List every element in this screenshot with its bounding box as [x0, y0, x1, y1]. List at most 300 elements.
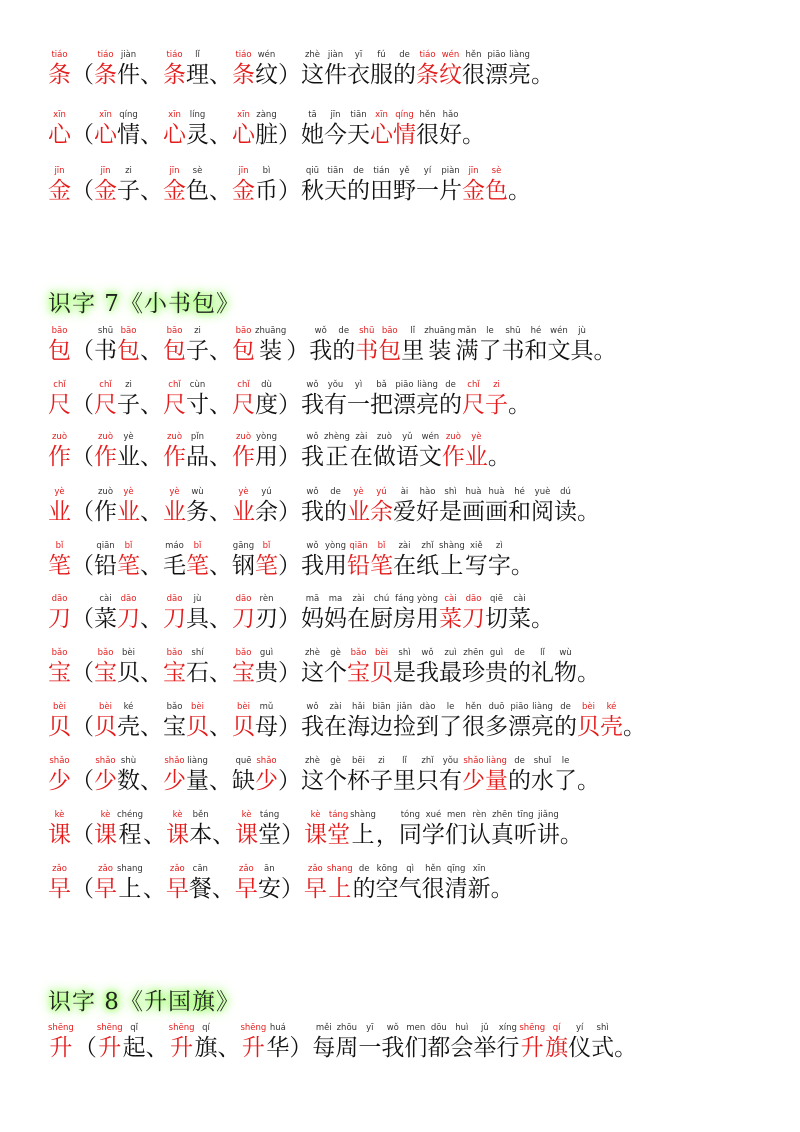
pinyin: shǎo: [164, 756, 185, 766]
hanzi: 灵: [186, 122, 209, 148]
pinyin: zài: [352, 594, 365, 604]
character: [194, 1023, 217, 1062]
hanzi: 认: [467, 822, 491, 848]
character: [547, 326, 570, 365]
highlighted-character: [48, 648, 71, 687]
hanzi: 业: [232, 499, 255, 525]
hanzi: 笔: [186, 553, 209, 579]
highlighted-character: [163, 648, 186, 687]
pinyin: xīn: [99, 110, 112, 120]
pinyin: yè: [353, 487, 364, 497]
pinyin: lǐ: [540, 648, 545, 658]
pinyin: shēng: [48, 1023, 74, 1033]
hanzi: 亮: [508, 62, 531, 88]
highlighted-character: [48, 756, 71, 795]
character: [496, 1023, 519, 1062]
pinyin: yòng: [324, 541, 346, 551]
pinyin: jù: [193, 594, 202, 604]
pinyin: xíng: [498, 1023, 517, 1033]
highlighted-character: [94, 756, 117, 795]
pinyin: líng: [189, 110, 206, 120]
hanzi: 贝: [186, 714, 209, 740]
hanzi: 少: [94, 768, 117, 794]
hanzi: 满: [455, 338, 479, 364]
hanzi: 天: [347, 122, 370, 148]
pinyin: bǐ: [262, 541, 271, 551]
hanzi: 厨: [370, 606, 393, 632]
hanzi: （: [73, 1035, 97, 1061]
hanzi: 在: [347, 606, 370, 632]
hanzi: 金: [48, 178, 71, 204]
pinyin: mā: [305, 594, 320, 604]
hanzi: 作: [163, 444, 186, 470]
vocab-row: [48, 1023, 637, 1062]
hanzi: （: [71, 714, 94, 740]
vocab-row: [48, 541, 534, 580]
hanzi: 金: [163, 178, 186, 204]
hanzi: 在: [324, 714, 347, 740]
hanzi: 。: [531, 606, 554, 632]
hanzi: 一: [416, 178, 439, 204]
character: [286, 326, 309, 365]
pinyin: tóng: [400, 810, 421, 820]
hanzi: ）: [289, 1035, 313, 1061]
character: [255, 648, 278, 687]
character: [255, 702, 278, 741]
pinyin: fáng: [395, 594, 414, 604]
hanzi: ）: [278, 178, 301, 204]
hanzi: 母: [255, 714, 278, 740]
character: [71, 487, 94, 526]
hanzi: 。: [462, 122, 485, 148]
pinyin: tiáo: [97, 50, 114, 60]
hanzi: 礼: [531, 660, 554, 686]
hanzi: 刃: [255, 606, 278, 632]
pinyin: sè: [192, 166, 203, 176]
hanzi: 刀: [117, 606, 140, 632]
hanzi: 宝: [163, 714, 186, 740]
highlighted-character: [163, 432, 186, 471]
pinyin: yǒu: [327, 380, 344, 390]
highlighted-character: [94, 166, 117, 205]
character: [531, 648, 554, 687]
pinyin: bāo: [51, 326, 68, 336]
pinyin: jiǎng: [538, 810, 559, 820]
hanzi: 了: [478, 338, 502, 364]
pinyin: shǎo: [95, 756, 116, 766]
pinyin: jiàn: [120, 50, 137, 60]
highlighted-character: [232, 326, 255, 365]
hanzi: （: [71, 553, 94, 579]
pinyin: shí: [191, 648, 204, 658]
character: [209, 326, 232, 365]
character: [255, 594, 278, 633]
hanzi: 上: [118, 876, 142, 902]
character: [450, 1023, 473, 1062]
pinyin: piàn: [441, 166, 460, 176]
pinyin: zi: [194, 326, 201, 336]
hanzi: 行: [496, 1035, 520, 1061]
vocab-row: [48, 756, 600, 795]
pinyin: liàng: [486, 756, 507, 766]
character: [560, 810, 583, 849]
hanzi: 书: [94, 338, 117, 364]
hanzi: 在: [393, 553, 416, 579]
vocab-row: [48, 110, 485, 149]
pinyin: zuò: [97, 432, 114, 442]
character: [94, 326, 117, 365]
pinyin: cùn: [189, 380, 206, 390]
character: [514, 810, 537, 849]
highlighted-character: [169, 1023, 195, 1062]
character: [255, 487, 278, 526]
hanzi: 我: [309, 338, 333, 364]
character: [140, 326, 163, 365]
hanzi: 钢: [232, 553, 255, 579]
hanzi: 一: [358, 1035, 382, 1061]
pinyin: qí: [202, 1023, 210, 1033]
character: [468, 864, 491, 903]
hanzi: 尺: [94, 392, 117, 418]
highlighted-character: [485, 756, 508, 795]
character: [554, 648, 577, 687]
hanzi: 菜: [439, 606, 462, 632]
character: [462, 110, 485, 149]
character: [468, 810, 491, 849]
character: [143, 864, 166, 903]
hanzi: 写: [464, 553, 488, 579]
hanzi: 宝: [163, 660, 186, 686]
hanzi: 很: [416, 122, 439, 148]
hanzi: （: [71, 822, 94, 848]
pinyin: bāo: [120, 326, 137, 336]
hanzi: 片: [439, 178, 462, 204]
hanzi: 装: [259, 338, 283, 364]
pinyin: xué: [425, 810, 442, 820]
hanzi: 、: [140, 714, 163, 740]
character: [531, 50, 554, 89]
character: [439, 756, 462, 795]
pinyin: zǎo: [238, 864, 254, 874]
pinyin: zǎo: [169, 864, 185, 874]
highlighted-character: [370, 110, 393, 149]
pinyin: dú: [560, 487, 571, 497]
hanzi: 贝: [370, 660, 393, 686]
pinyin: wǒ: [306, 541, 319, 551]
character: [396, 432, 419, 471]
character: [278, 648, 301, 687]
character: [71, 50, 94, 89]
pinyin: mǔ: [259, 702, 274, 712]
hanzi: 我: [381, 1035, 405, 1061]
hanzi: 业: [117, 499, 140, 525]
character: [186, 487, 209, 526]
highlighted-character: [370, 487, 393, 526]
hanzi: （: [71, 606, 94, 632]
hanzi: 和: [508, 499, 531, 525]
pinyin: ān: [264, 864, 275, 874]
pinyin: wén: [257, 50, 276, 60]
character: [485, 648, 508, 687]
pinyin: jiǎn: [396, 702, 413, 712]
character: [301, 541, 324, 580]
highlighted-character: [485, 166, 508, 205]
hanzi: 贵: [485, 660, 508, 686]
character: [255, 380, 278, 419]
pinyin: shì: [596, 1023, 609, 1033]
hanzi: 。: [510, 553, 534, 579]
pinyin: yì: [354, 380, 363, 390]
hanzi: ）: [278, 553, 301, 579]
character: [508, 487, 531, 526]
highlighted-character: [545, 1023, 568, 1062]
hanzi: 心: [370, 122, 393, 148]
pinyin: jīn: [54, 166, 65, 176]
hanzi: 妈: [324, 606, 347, 632]
character: [508, 380, 531, 419]
highlighted-character: [94, 110, 117, 149]
character: [186, 432, 209, 471]
character: [416, 756, 439, 795]
pinyin: běn: [192, 810, 209, 820]
hanzi: ）: [278, 606, 301, 632]
pinyin: qí: [552, 1023, 561, 1033]
character: [465, 541, 488, 580]
hanzi: 妈: [301, 606, 324, 632]
hanzi: 子: [370, 768, 393, 794]
pinyin: chǐ: [237, 380, 250, 390]
character: [278, 541, 301, 580]
hanzi: （: [71, 392, 94, 418]
highlighted-character: [462, 756, 485, 795]
hanzi: 这: [301, 768, 324, 794]
hanzi: 包: [378, 338, 402, 364]
hanzi: 。: [577, 660, 600, 686]
hanzi: 件: [117, 62, 140, 88]
highlighted-character: [519, 1023, 545, 1062]
pinyin: zhǐ: [421, 756, 434, 766]
highlighted-character: [94, 648, 117, 687]
character: [289, 1023, 312, 1062]
character: [488, 432, 511, 471]
highlighted-character: [232, 594, 255, 633]
character: [278, 756, 301, 795]
hanzi: 课: [304, 822, 328, 848]
pinyin: hǎo: [442, 110, 459, 120]
character: [324, 110, 347, 149]
hanzi: 边: [370, 714, 393, 740]
character: [485, 702, 508, 741]
hanzi: 业: [347, 499, 370, 525]
pinyin: zàng: [256, 110, 277, 120]
pinyin: yī: [354, 50, 363, 60]
highlighted-character: [48, 166, 71, 205]
hanzi: 旗: [545, 1035, 569, 1061]
character: [439, 702, 462, 741]
highlighted-character: [232, 487, 255, 526]
character: [258, 864, 281, 903]
hanzi: 刀: [48, 606, 71, 632]
pinyin: bǐ: [193, 541, 202, 551]
character: [209, 166, 232, 205]
hanzi: 具: [570, 338, 594, 364]
pinyin: xīn: [472, 864, 486, 874]
hanzi: 的: [439, 392, 462, 418]
pinyin: hào: [419, 487, 436, 497]
pinyin: shǎo: [256, 756, 277, 766]
hanzi: 宝: [48, 660, 71, 686]
hanzi: 最: [439, 660, 462, 686]
highlighted-character: [48, 432, 71, 471]
highlighted-character: [393, 110, 416, 149]
hanzi: 阅: [531, 499, 554, 525]
hanzi: 升: [170, 1035, 194, 1061]
pinyin: yuè: [534, 487, 551, 497]
hanzi: 、: [140, 606, 163, 632]
hanzi: 条: [232, 62, 255, 88]
vocab-row: [48, 487, 600, 526]
character: [301, 50, 324, 89]
character: [488, 541, 511, 580]
pinyin: bǎo: [97, 648, 114, 658]
hanzi: 和: [524, 338, 548, 364]
hanzi: 堂: [258, 822, 282, 848]
pinyin: xīn: [168, 110, 181, 120]
pinyin: zi: [493, 380, 500, 390]
hanzi: 同: [398, 822, 422, 848]
section-heading: 识字 8《升国旗》: [48, 989, 240, 1015]
pinyin: tiān: [327, 166, 344, 176]
hanzi: 量: [485, 768, 508, 794]
hanzi: 书: [501, 338, 525, 364]
pinyin: bèi: [375, 648, 388, 658]
hanzi: 色: [485, 178, 508, 204]
pinyin: bǐ: [377, 541, 386, 551]
pinyin: yú: [261, 487, 272, 497]
character: [508, 50, 531, 89]
hanzi: ）: [286, 338, 310, 364]
pinyin: shang: [326, 864, 353, 874]
pinyin: yè: [123, 432, 134, 442]
pinyin: zuò: [376, 432, 392, 442]
character: [209, 648, 232, 687]
hanzi: 、: [140, 392, 163, 418]
character: [593, 326, 616, 365]
pinyin: zuò: [97, 487, 114, 497]
pinyin: tīng: [517, 810, 534, 820]
pinyin: jīn: [169, 166, 180, 176]
hanzi: 、: [140, 62, 163, 88]
hanzi: 子: [485, 392, 508, 418]
character: [393, 541, 416, 580]
character: [232, 541, 255, 580]
vocab-row: [48, 810, 583, 849]
hanzi: 会: [450, 1035, 474, 1061]
pinyin: liàng: [509, 50, 530, 60]
hanzi: 文: [547, 338, 571, 364]
hanzi: 气: [398, 876, 422, 902]
hanzi: 好: [439, 122, 462, 148]
hanzi: 课: [48, 822, 71, 848]
pinyin: zhuāng: [424, 326, 456, 336]
pinyin: wǒ: [314, 326, 327, 336]
character: [209, 110, 232, 149]
hanzi: 很: [462, 714, 485, 740]
highlighted-character: [163, 110, 186, 149]
hanzi: 。: [508, 392, 531, 418]
hanzi: 、: [209, 392, 232, 418]
hanzi: 子: [186, 338, 209, 364]
pinyin: zhè: [304, 50, 321, 60]
highlighted-character: [163, 326, 186, 365]
character: [332, 326, 355, 365]
highlighted-character: [94, 702, 117, 741]
hanzi: 这: [301, 660, 324, 686]
highlighted-character: [186, 702, 209, 741]
character: [524, 326, 547, 365]
hanzi: 、: [209, 768, 232, 794]
character: [376, 810, 399, 849]
hanzi: 作: [48, 444, 71, 470]
highlighted-character: [94, 864, 117, 903]
character: [393, 702, 416, 741]
pinyin: tiān: [350, 110, 367, 120]
character: [324, 648, 347, 687]
hanzi: 都: [427, 1035, 451, 1061]
hanzi: 有: [439, 768, 462, 794]
hanzi: 很: [462, 62, 485, 88]
highlighted-character: [48, 50, 71, 89]
pinyin: guì: [489, 648, 504, 658]
hanzi: 。: [614, 1035, 638, 1061]
highlighted-character: [327, 864, 353, 903]
pinyin: bèi: [191, 702, 204, 712]
highlighted-character: [163, 756, 186, 795]
pinyin: dōu: [430, 1023, 447, 1033]
hanzi: 语: [395, 444, 419, 470]
hanzi: 少: [163, 768, 186, 794]
hanzi: 的: [393, 62, 416, 88]
hanzi: 们: [404, 1035, 428, 1061]
pinyin: cān: [192, 864, 208, 874]
character: [255, 110, 278, 149]
pinyin: guì: [259, 648, 274, 658]
character: [186, 380, 209, 419]
hanzi: ，: [375, 822, 399, 848]
character: [478, 326, 501, 365]
pinyin: dào: [419, 702, 436, 712]
hanzi: 好: [416, 499, 439, 525]
pinyin: hěn: [425, 864, 442, 874]
hanzi: 升: [49, 1035, 73, 1061]
hanzi: 、: [145, 1035, 169, 1061]
character: [186, 594, 209, 633]
pinyin: xīn: [53, 110, 66, 120]
character: [531, 702, 554, 741]
pinyin: shū: [359, 326, 375, 336]
pinyin: qiān: [96, 541, 115, 551]
highlighted-character: [48, 702, 71, 741]
hanzi: 包: [48, 338, 71, 364]
pinyin: yǒu: [442, 756, 459, 766]
character: [71, 380, 94, 419]
pinyin: hěn: [465, 50, 482, 60]
character: [531, 487, 554, 526]
pinyin: qiū: [305, 166, 320, 176]
pinyin: wù: [559, 648, 572, 658]
character: [376, 864, 399, 903]
highlighted-character: [355, 326, 378, 365]
